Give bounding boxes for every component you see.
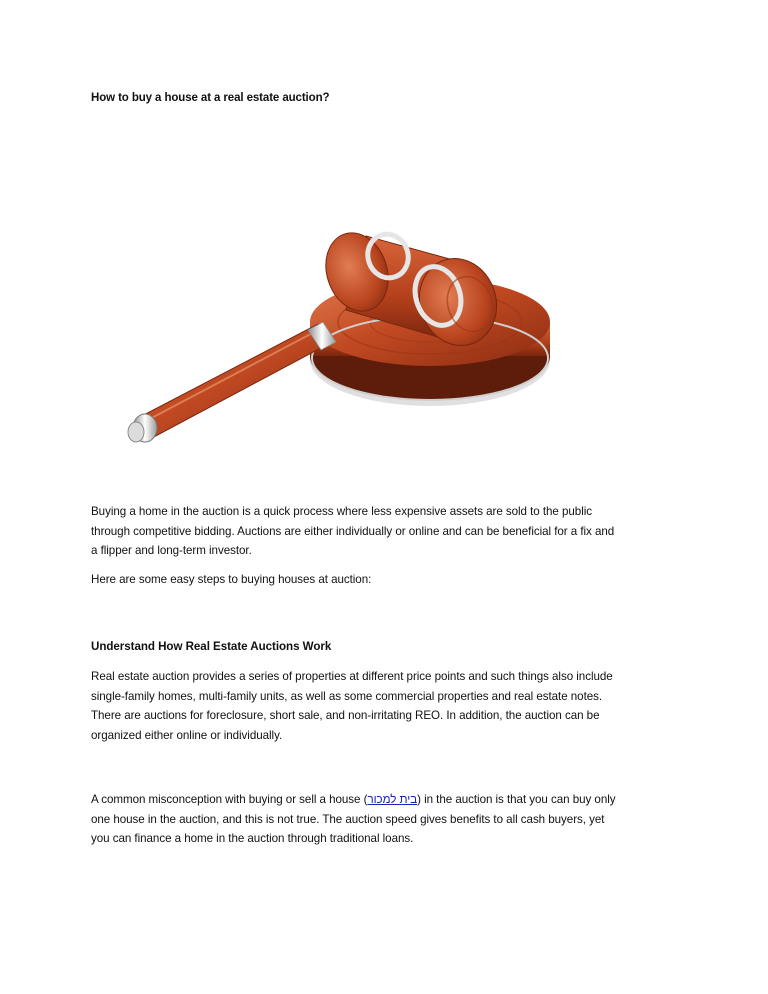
gavel-handle [128,322,336,442]
page-title: How to buy a house at a real estate auction? [91,92,330,104]
misconception-line [91,790,691,810]
house-for-sale-link[interactable]: בית למכור [367,793,418,806]
section-line: single-family homes, multi-family units, as well as some commercial properties and real estate notes. [91,689,603,703]
section-heading: Understand How Real Estate Auctions Work [91,640,332,653]
intro-paragraph [91,502,691,561]
misconception-line: you can finance a home in the auction through traditional loans. [91,832,414,845]
intro-line: through competitive bidding. Auctions are either individually or online and can be beneficial for a fix and [91,524,615,538]
gavel-illustration [118,212,558,462]
steps-intro: Here are some easy steps to buying houses at auction: [91,573,372,586]
misconception-text-after: ) in the auction is that you can buy only [417,793,616,806]
intro-line: Buying a home in the auction is a quick process where less expensive assets are sold to the public [91,505,592,518]
section-line: Real estate auction provides a series of properties at different price points and such things also include [91,670,613,683]
misconception-line: one house in the auction, and this is not true. The auction speed gives benefits to all cash buyers, yet [91,812,605,826]
misconception-paragraph [91,790,691,849]
gavel-image [118,212,558,462]
misconception-text-before: A common misconception with buying or sell a house ( [91,793,368,806]
section-paragraph [91,667,691,745]
section-line: There are auctions for foreclosure, short sale, and non-irritating REO. In addition, the auction can be [91,709,600,722]
section-line: organized either online or individually. [91,728,283,742]
intro-line: a flipper and long-term investor. [91,544,252,557]
